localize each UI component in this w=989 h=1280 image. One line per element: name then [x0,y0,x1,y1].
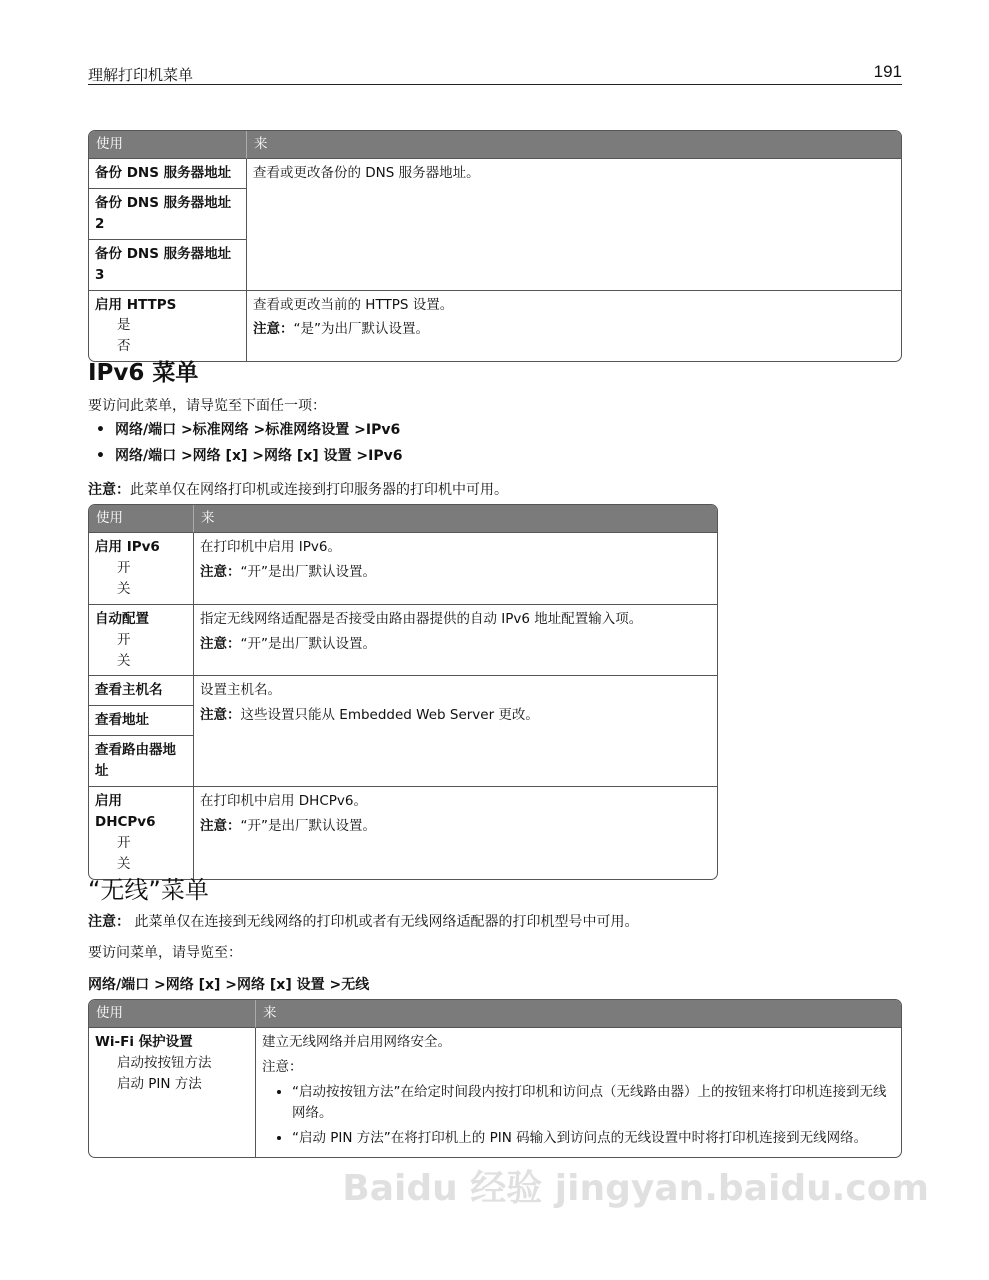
ipv6-note: 注意：此菜单仅在网络打印机或连接到打印服务器的打印机中可用。 [88,482,508,498]
wireless-intro: 要访问菜单，请导览至： [88,945,242,961]
https-label: 启用 HTTPS [95,296,177,313]
wireless-col-use: 使用 [89,1000,255,1028]
dns-backup-1: 备份 DNS 服务器地址 [95,164,232,181]
col-header-use: 使用 [89,131,246,159]
ipv6-path-2: • 网络/端口 >网络 [x] >网络 [x] 设置 >IPv6 [96,445,403,465]
enable-ipv6-label: 启用 IPv6 [95,538,160,555]
view-hostname: 查看主机名 [89,675,193,705]
wps-desc: 建立无线网络并启用网络安全。 [262,1033,451,1050]
dhcpv6-desc-cell [193,786,717,879]
auto-config-cell [89,604,193,676]
dhcpv6-desc: 在打印机中启用 DHCPv6。 [200,793,367,810]
auto-config-opt-on: 开 [117,631,131,648]
wireless-note: 注意： 此菜单仅在连接到无线网络的打印机或者有无线网络适配器的打印机型号中可用。 [88,914,639,930]
ipv6-col-use: 使用 [89,505,193,533]
ipv6-heading: IPv6 菜单 [88,360,199,386]
wps-opt-pushbutton: 启动按按钮方法 [117,1054,212,1071]
wps-note-label: 注意： [262,1058,303,1075]
dhcpv6-opt-off: 关 [117,855,131,872]
ipv6-path-1: • 网络/端口 >标准网络 >标准网络设置 >IPv6 [96,419,400,439]
dhcpv6-label: 启用 DHCPv6 [95,793,156,831]
wps-opt-pin: 启动 PIN 方法 [117,1075,202,1092]
col-header-purpose: 来 [246,131,901,159]
wps-bullet-pin: • “启动 PIN 方法”在将打印机上的 PIN 码输入到访问点的无线设置中时将打印机连接到无线网络。 [292,1128,894,1149]
baidu-watermark: Baidu 经验 jingyan.baidu.com [342,1168,929,1209]
dns-backup-3: 备份 DNS 服务器地址 3 [89,239,246,290]
https-opt-yes: 是 [117,317,131,334]
header-title: 理解打印机菜单 [88,66,194,84]
https-desc-cell [246,290,901,362]
auto-config-opt-off: 关 [117,652,131,669]
wps-bullets [262,1082,894,1149]
dns-backup-2: 备份 DNS 服务器地址 2 [89,188,246,239]
enable-ipv6-note: 注意：“开”是出厂默认设置。 [200,563,376,580]
view-desc-cell [193,675,717,786]
auto-config-label: 自动配置 [95,610,149,627]
wireless-heading: “无线”菜单 [88,876,209,904]
wps-desc-cell [255,1028,901,1157]
wps-cell [89,1028,255,1157]
https-desc: 查看或更改当前的 HTTPS 设置。 [253,296,454,313]
dhcpv6-opt-on: 开 [117,834,131,851]
auto-config-desc-cell [193,604,717,676]
page-header [88,62,902,85]
view-desc: 设置主机名。 [200,682,281,699]
page-number: 191 [873,62,902,81]
https-cell [89,290,246,362]
dns-desc: 查看或更改备份的 DNS 服务器地址。 [246,159,901,290]
view-router-address: 查看路由器地址 [89,735,193,786]
ipv6-intro: 要访问此菜单，请导览至下面任一项： [88,398,326,414]
dhcpv6-cell [89,786,193,879]
wireless-table [88,999,902,1158]
enable-ipv6-desc: 在打印机中启用 IPv6。 [200,538,341,555]
auto-config-desc: 指定无线网络适配器是否接受由路由器提供的自动 IPv6 地址配置输入项。 [200,610,643,627]
ipv6-table [88,504,718,880]
enable-ipv6-opt-off: 关 [117,580,131,597]
https-opt-no: 否 [117,338,131,355]
dhcpv6-note: 注意：“开”是出厂默认设置。 [200,818,376,835]
ipv6-col-purpose: 来 [193,505,717,533]
enable-ipv6-desc-cell [193,533,717,604]
wireless-col-purpose: 来 [255,1000,901,1028]
enable-ipv6-cell [89,533,193,604]
wireless-path: 网络/端口 >网络 [x] >网络 [x] 设置 >无线 [88,977,370,993]
auto-config-note: 注意：“开”是出厂默认设置。 [200,635,376,652]
dns-https-table [88,130,902,362]
enable-ipv6-opt-on: 开 [117,559,131,576]
https-note: 注意：“是”为出厂默认设置。 [253,321,429,338]
view-note: 注意：这些设置只能从 Embedded Web Server 更改。 [200,707,539,724]
wps-bullet-pushbutton: • “启动按按钮方法”在给定时间段内按打印机和访问点（无线路由器）上的按钮来将打印机连接到无线网络。 [292,1082,894,1124]
wps-label: Wi-Fi 保护设置 [95,1033,193,1050]
view-address: 查看地址 [89,705,193,735]
